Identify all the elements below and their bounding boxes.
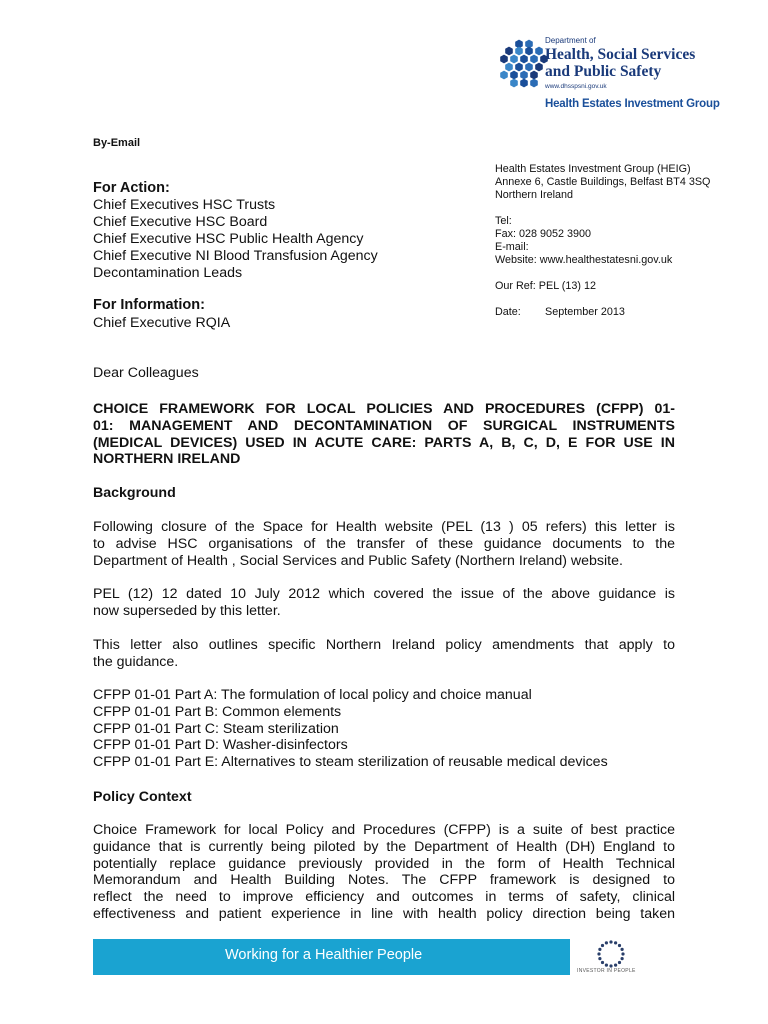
paragraph-line: This letter also outlines specific Northern Ireland policy amendments that apply to <box>93 637 675 653</box>
subject-line: NORTHERN IRELAND <box>93 451 241 468</box>
policy-context-paragraph <box>93 822 675 923</box>
list-item: Chief Executive HSC Public Health Agency <box>93 231 364 247</box>
dept-name-line-2: and Public Safety <box>545 63 662 80</box>
background-heading: Background <box>93 485 176 501</box>
paragraph-line: Memorandum and Health Building Notes. The CFPP framework is designed to <box>93 872 675 889</box>
list-item: Chief Executives HSC Trusts <box>93 197 276 213</box>
address-fax: Fax: 028 9052 3900 <box>495 228 592 240</box>
cfpp-parts-list <box>93 687 608 771</box>
paragraph-line: PEL (12) 12 dated 10 July 2012 which covered the issue of the above guidance is <box>93 586 675 602</box>
list-item: CFPP 01-01 Part D: Washer-disinfectors <box>93 737 348 754</box>
address-line-1: Annexe 6, Castle Buildings, Belfast BT4 3SQ <box>495 176 711 188</box>
sender-address <box>495 163 745 319</box>
paragraph-line: reflect the need to improve efficiency and outcomes in terms of safety, clinical <box>93 889 675 906</box>
paragraph-line: Department of Health , Social Services and Public Safety (Northern Ireland) website. <box>93 552 623 569</box>
address-line-2: Northern Ireland <box>495 189 574 201</box>
paragraph-line: to advise HSC organisations of the transfer of these guidance documents to the <box>93 535 675 552</box>
paragraph-line: now superseded by this letter. <box>93 602 281 619</box>
subject-line: CHOICE FRAMEWORK FOR LOCAL POLICIES AND PROCEDURES (CFPP) 01- <box>93 401 675 417</box>
paragraph-line: the guidance. <box>93 653 179 670</box>
by-email-label: By-Email <box>93 137 141 149</box>
dept-group: Health Estates Investment Group <box>545 98 720 110</box>
list-item: Chief Executive RQIA <box>93 315 231 331</box>
paragraph-line: Following closure of the Space for Health website (PEL (13 ) 05 refers) this letter is <box>93 519 675 535</box>
background-paragraph-1 <box>93 519 675 569</box>
dept-name-line-1: Health, Social Services <box>545 46 696 63</box>
subject-heading <box>93 401 675 468</box>
our-ref: Our Ref: PEL (13) 12 <box>495 280 597 292</box>
date-label: Date: <box>495 306 521 318</box>
background-paragraph-3 <box>93 637 675 671</box>
dept-label: Department of <box>545 36 596 45</box>
address-org: Health Estates Investment Group (HEIG) <box>495 163 691 175</box>
paragraph-line: Choice Framework for local Policy and Procedures (CFPP) is a suite of best practice <box>93 822 675 838</box>
subject-line: (MEDICAL DEVICES) USED IN ACUTE CARE: PARTS A, B, C, D, E FOR USE IN <box>93 434 675 451</box>
paragraph-line: potentially replace guidance previously provided in the form of Health Technical <box>93 855 675 872</box>
for-action-list <box>93 197 378 282</box>
list-item: CFPP 01-01 Part B: Common elements <box>93 703 342 720</box>
dept-name <box>545 46 745 80</box>
for-action-heading: For Action: <box>93 180 170 196</box>
list-item: CFPP 01-01 Part C: Steam sterilization <box>93 720 339 737</box>
list-item: Chief Executive HSC Board <box>93 214 268 230</box>
letter-date <box>495 306 745 319</box>
address-tel: Tel: <box>495 215 512 227</box>
address-website[interactable]: Website: www.healthestatesni.gov.uk <box>495 254 673 266</box>
salutation: Dear Colleagues <box>93 365 199 381</box>
subject-line: 01: MANAGEMENT AND DECONTAMINATION OF SURGICAL INSTRUMENTS <box>93 417 675 434</box>
list-item: Decontamination Leads <box>93 265 243 281</box>
list-item: CFPP 01-01 Part A: The formulation of local policy and choice manual <box>93 687 532 703</box>
for-information-list <box>93 315 230 331</box>
list-item: Chief Executive NI Blood Transfusion Agency <box>93 248 378 264</box>
investor-in-people-label: INVESTOR IN PEOPLE <box>577 968 636 974</box>
policy-context-heading: Policy Context <box>93 789 192 805</box>
paragraph-line: effectiveness and patient experience in line with health policy direction being taken <box>93 905 675 922</box>
date-value: September 2013 <box>545 306 625 318</box>
address-email: E-mail: <box>495 241 529 253</box>
dept-website[interactable]: www.dhsspsni.gov.uk <box>545 83 607 90</box>
paragraph-line: guidance that is currently being piloted by the Department of Health (DH) England to <box>93 838 675 855</box>
for-information-heading: For Information: <box>93 297 205 313</box>
background-paragraph-2 <box>93 586 675 620</box>
footer-banner-text: Working for a Healthier People <box>225 947 423 963</box>
list-item: CFPP 01-01 Part E: Alternatives to steam sterilization of reusable medical devices <box>93 754 608 771</box>
